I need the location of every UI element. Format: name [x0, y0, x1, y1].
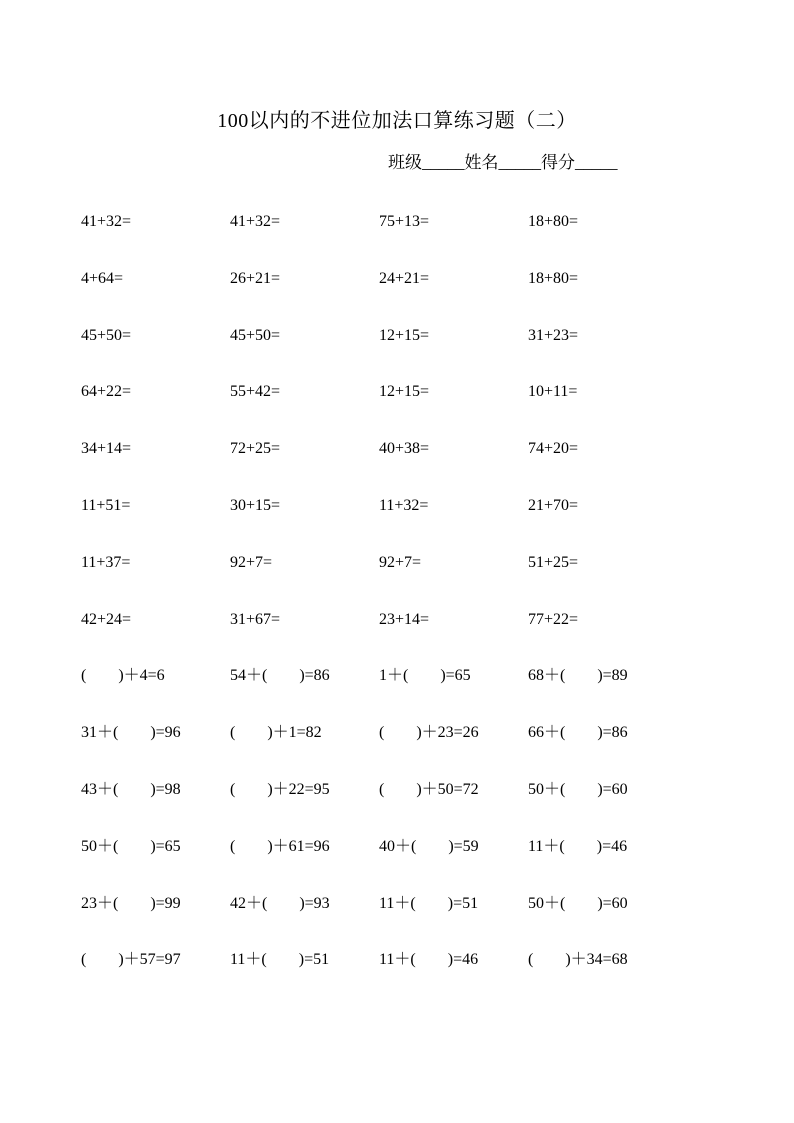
- problem-row: [81, 553, 681, 610]
- problem: ( )＋34=68: [528, 951, 628, 969]
- problem: 45+50=: [81, 326, 132, 344]
- problem: ( )＋1=82: [230, 724, 322, 742]
- problem: 64+22=: [81, 383, 132, 401]
- problem: ( )＋22=95: [230, 780, 330, 798]
- problem: 4+64=: [81, 269, 124, 287]
- problem: 42＋( )=93: [230, 894, 330, 912]
- problem: 11+37=: [81, 553, 131, 571]
- problem: 54＋( )=86: [230, 667, 330, 685]
- problem: 31+67=: [230, 610, 281, 628]
- problem-row: [81, 894, 681, 951]
- problem: 74+20=: [528, 440, 579, 458]
- problem: 18+80=: [528, 213, 579, 230]
- problem: 72+25=: [230, 440, 281, 458]
- problem: 40＋( )=59: [379, 837, 479, 855]
- problem: 50＋( )=60: [528, 894, 628, 912]
- problem: 11＋( )=51: [230, 951, 330, 969]
- problem-row: [81, 326, 681, 383]
- problem: 68＋( )=89: [528, 667, 628, 685]
- problem: 92+7=: [230, 553, 273, 571]
- problem: 55+42=: [230, 383, 281, 401]
- problem-row: [81, 439, 681, 496]
- problem: 11＋( )=51: [379, 894, 479, 912]
- problem: 75+13=: [379, 213, 430, 230]
- problem-grid: [81, 212, 681, 1007]
- problem: 41+32=: [230, 213, 281, 230]
- student-info-line: 班级_____姓名_____得分_____: [388, 153, 618, 172]
- problem: 43＋( )=98: [81, 780, 181, 798]
- problem: 41+32=: [81, 213, 132, 230]
- problem: 24+21=: [379, 269, 430, 287]
- problem: ( )＋50=72: [379, 780, 479, 798]
- problem: 31+23=: [528, 326, 579, 344]
- problem: 66＋( )=86: [528, 724, 628, 742]
- problem: 45+50=: [230, 326, 281, 344]
- problem: 21+70=: [528, 496, 579, 514]
- problem: 11+51=: [81, 496, 131, 514]
- problem-row: [81, 666, 681, 723]
- problem-row: [81, 212, 681, 269]
- problem: 50＋( )=60: [528, 780, 628, 798]
- problem: 51+25=: [528, 553, 579, 571]
- problem: 11＋( )=46: [528, 837, 628, 855]
- problem: 92+7=: [379, 553, 422, 571]
- problem: 26+21=: [230, 269, 281, 287]
- worksheet-title: 100以内的不进位加法口算练习题（二）: [217, 110, 577, 132]
- problem: 23+14=: [379, 610, 430, 628]
- problem: 11＋( )=46: [379, 951, 479, 969]
- problem: ( )＋57=97: [81, 951, 181, 969]
- problem: ( )＋4=6: [81, 667, 165, 685]
- problem-row: [81, 837, 681, 894]
- problem: 42+24=: [81, 610, 132, 628]
- problem: 34+14=: [81, 440, 132, 458]
- problem: 12+15=: [379, 326, 430, 344]
- problem-row: [81, 610, 681, 667]
- problem: 10+11=: [528, 383, 578, 401]
- problem-row: [81, 723, 681, 780]
- problem: 31＋( )=96: [81, 724, 181, 742]
- problem: 30+15=: [230, 496, 281, 514]
- problem: 23＋( )=99: [81, 894, 181, 912]
- problem-row: [81, 382, 681, 439]
- problem-row: [81, 780, 681, 837]
- problem: 1＋( )=65: [379, 667, 471, 685]
- problem: ( )＋23=26: [379, 724, 479, 742]
- problem-row: [81, 496, 681, 553]
- problem: 40+38=: [379, 440, 430, 458]
- problem: ( )＋61=96: [230, 837, 330, 855]
- problem-row: [81, 269, 681, 326]
- problem: 77+22=: [528, 610, 579, 628]
- problem: 12+15=: [379, 383, 430, 401]
- problem-row: [81, 950, 681, 1007]
- problem: 18+80=: [528, 269, 579, 287]
- problem: 11+32=: [379, 496, 429, 514]
- problem: 50＋( )=65: [81, 837, 181, 855]
